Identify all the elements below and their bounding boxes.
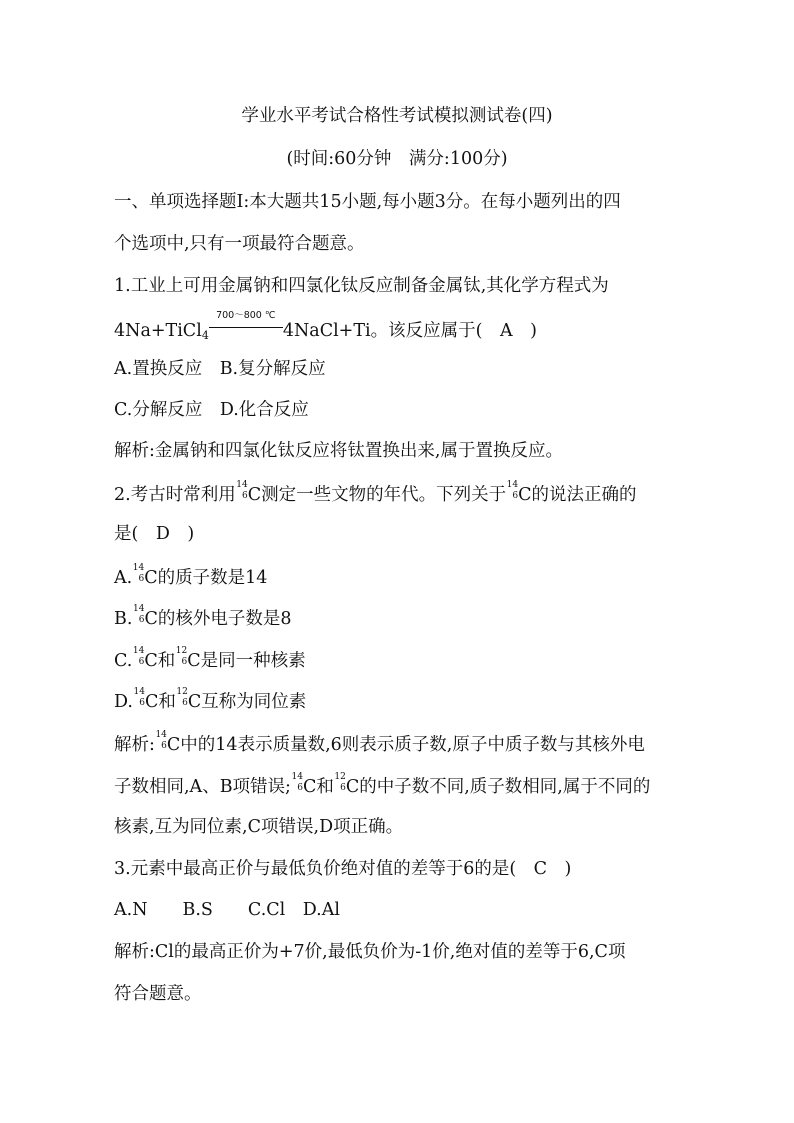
analysis-text: C中的14表示质量数,6则表示质子数,原子中质子数与其核外电 — [166, 735, 645, 755]
option-label: C. — [114, 651, 133, 671]
analysis-text: 子数相同,A、B项错误; — [114, 777, 291, 797]
stem-text: 2.考古时常利用 — [114, 485, 236, 505]
question-1-options-ab: A.置换反应 B.复分解反应 — [114, 359, 326, 379]
equation-reactants: 4Na+TiCl — [114, 321, 202, 341]
isotope-c14: 14 6 — [132, 604, 145, 625]
isotope-c14: 14 6 — [291, 772, 303, 793]
stem-text: C的说法正确的 — [518, 485, 637, 505]
reaction-condition: 700～800 ℃ — [216, 310, 276, 321]
option-label: B. — [114, 609, 133, 629]
isotope-c14: 14 6 — [132, 646, 145, 667]
page-title: 学业水平考试合格性考试模拟测试卷(四) — [241, 106, 553, 126]
section-instructions-line-1: 一、单项选择题Ⅰ:本大题共15小题,每小题3分。在每小题列出的四 — [114, 192, 621, 212]
reaction-arrow — [209, 310, 283, 338]
question-1-analysis: 解析:金属钠和四氯化钛反应将钛置换出来,属于置换反应。 — [114, 441, 563, 461]
isotope-c12: 12 6 — [175, 646, 188, 667]
option-text: C的质子数是14 — [144, 568, 268, 588]
section-instructions-line-2: 个选项中,只有一项最符合题意。 — [114, 234, 365, 254]
question-3-stem: 3.元素中最高正价与最低负价绝对值的差等于6的是( C ) — [114, 859, 572, 879]
option-text: C和 — [144, 651, 176, 671]
question-3-analysis-line-2: 符合题意。 — [114, 984, 202, 1004]
option-text: C的核外电子数是8 — [144, 609, 292, 629]
question-1-stem: 1.工业上可用金属钠和四氯化钛反应制备金属钛,其化学方程式为 — [114, 276, 609, 296]
option-text: C互称为同位素 — [187, 692, 307, 712]
question-2-option-a — [114, 564, 684, 590]
option-label: D. — [114, 692, 133, 712]
question-2-stem-end: 是( D ) — [114, 524, 195, 544]
stem-text: C测定一些文物的年代。下列关于 — [247, 485, 507, 505]
option-text: C和 — [144, 692, 176, 712]
analysis-text: C的中子数不同,质子数相同,属于不同的 — [345, 777, 651, 797]
analysis-label: 解析: — [114, 735, 155, 755]
reaction-line — [209, 327, 283, 328]
question-3-options: A.N B.S C.Cl D.Al — [114, 900, 340, 920]
isotope-c14: 14 6 — [155, 730, 167, 751]
isotope-c14: 14 6 — [506, 480, 519, 501]
equation-subscript: 4 — [201, 329, 209, 342]
question-2-option-d — [114, 688, 684, 714]
option-label: A. — [114, 568, 133, 588]
question-2-stem — [114, 481, 684, 507]
analysis-text: C和 — [302, 777, 334, 797]
isotope-c12: 12 6 — [334, 772, 346, 793]
isotope-c14: 14 6 — [133, 687, 145, 708]
page-subtitle: (时间:60分钟 满分:100分) — [286, 149, 508, 169]
question-2-option-b — [114, 605, 684, 631]
question-2-analysis-line-1 — [114, 731, 684, 757]
option-text: C是同一种核素 — [187, 651, 306, 671]
question-1-options-cd: C.分解反应 D.化合反应 — [114, 400, 309, 420]
question-1-equation — [114, 310, 684, 348]
isotope-c14: 14 6 — [132, 563, 145, 584]
isotope-c14: 14 6 — [236, 480, 248, 501]
question-2-analysis-line-3: 核素,互为同位素,C项错误,D项正确。 — [114, 817, 404, 837]
question-2-option-c — [114, 647, 684, 673]
question-2-analysis-line-2 — [114, 773, 684, 799]
equation-products: 4NaCl+Ti。该反应属于( A ) — [282, 321, 537, 341]
question-3-analysis-line-1: 解析:Cl的最高正价为+7价,最低负价为-1价,绝对值的差等于6,C项 — [114, 942, 626, 962]
isotope-c12: 12 6 — [176, 687, 188, 708]
